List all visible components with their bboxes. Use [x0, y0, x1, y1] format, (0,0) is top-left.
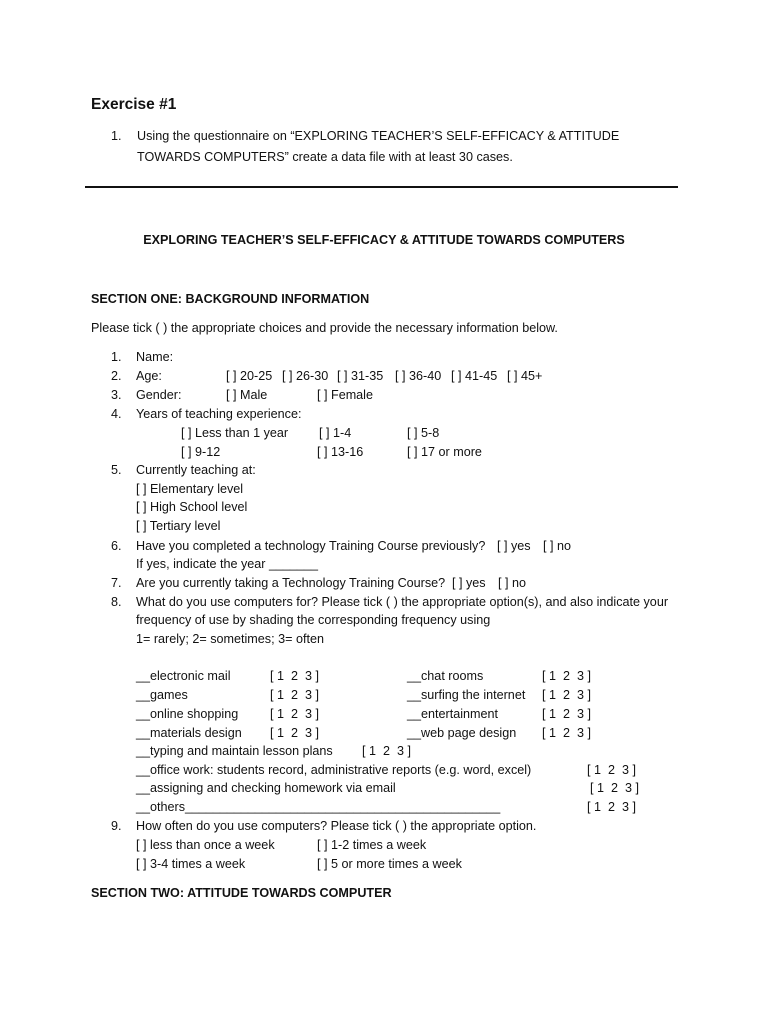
q1-label: Name:: [136, 350, 174, 364]
q9-option[interactable]: [ ] 5 or more times a week: [317, 857, 462, 871]
frequency-scale[interactable]: [ 1 2 3 ]: [362, 744, 412, 758]
questionnaire-title: EXPLORING TEACHER’S SELF-EFFICACY & ATTITUDE TOWARDS COMPUTERS: [143, 233, 625, 247]
frequency-scale[interactable]: [ 1 2 3 ]: [270, 726, 320, 740]
frequency-scale[interactable]: [ 1 2 3 ]: [542, 707, 592, 721]
q2-option[interactable]: [ ] 31-35: [337, 369, 384, 383]
q2-option[interactable]: [ ] 26-30: [282, 369, 329, 383]
q1-number: 1.: [111, 350, 122, 364]
q4-option[interactable]: [ ] 1-4: [319, 426, 352, 440]
q4-option[interactable]: [ ] 13-16: [317, 445, 364, 459]
q2-label: Age:: [136, 369, 162, 383]
q2-option[interactable]: [ ] 41-45: [451, 369, 498, 383]
q8-use-item[interactable]: __others_____________________________________________: [136, 800, 501, 814]
q8-use-item[interactable]: __chat rooms: [407, 669, 484, 683]
q4-option[interactable]: [ ] 5-8: [407, 426, 440, 440]
q4-number: 4.: [111, 407, 122, 421]
q8-use-item[interactable]: __web page design: [407, 726, 517, 740]
q8-line-1: What do you use computers for? Please tick ( ) the appropriate option(s), and also indicate your: [136, 595, 669, 609]
q7-label: Are you currently taking a Technology Training Course?: [136, 576, 446, 590]
q2-number: 2.: [111, 369, 122, 383]
q2-option[interactable]: [ ] 36-40: [395, 369, 442, 383]
q2-option[interactable]: [ ] 20-25: [226, 369, 273, 383]
instructions: Please tick ( ) the appropriate choices and provide the necessary information below.: [91, 321, 558, 335]
exercise-item-line-1: Using the questionnaire on “EXPLORING TEACHER’S SELF-EFFICACY & ATTITUDE: [137, 129, 620, 143]
q6-option[interactable]: [ ] no: [543, 539, 572, 553]
q8-use-item[interactable]: __electronic mail: [136, 669, 231, 683]
frequency-scale[interactable]: [ 1 2 3 ]: [270, 707, 320, 721]
q8-line-3: 1= rarely; 2= sometimes; 3= often: [136, 632, 324, 646]
q8-use-item[interactable]: __online shopping: [136, 707, 239, 721]
q6-followup: If yes, indicate the year _______: [136, 557, 319, 571]
q3-label: Gender:: [136, 388, 182, 402]
frequency-scale[interactable]: [ 1 2 3 ]: [587, 763, 637, 777]
q8-use-item[interactable]: __surfing the internet: [407, 688, 526, 702]
q8-line-2: frequency of use by shading the corresponding frequency using: [136, 613, 491, 627]
q4-label: Years of teaching experience:: [136, 407, 302, 421]
q7-option[interactable]: [ ] yes: [452, 576, 486, 590]
q8-use-item[interactable]: __typing and maintain lesson plans: [136, 744, 333, 758]
frequency-scale[interactable]: [ 1 2 3 ]: [590, 781, 640, 795]
frequency-scale[interactable]: [ 1 2 3 ]: [270, 688, 320, 702]
horizontal-divider: [85, 186, 678, 188]
section-two-heading: SECTION TWO: ATTITUDE TOWARDS COMPUTER: [91, 886, 392, 900]
q3-number: 3.: [111, 388, 122, 402]
q8-use-item[interactable]: __materials design: [136, 726, 242, 740]
q8-number: 8.: [111, 595, 122, 609]
q6-label: Have you completed a technology Training Course previously?: [136, 539, 486, 553]
q5-option[interactable]: [ ] Elementary level: [136, 482, 244, 496]
q9-number: 9.: [111, 819, 122, 833]
q4-option[interactable]: [ ] Less than 1 year: [181, 426, 289, 440]
exercise-title: Exercise #1: [91, 96, 177, 113]
exercise-item-line-2: TOWARDS COMPUTERS” create a data file with at least 30 cases.: [137, 150, 513, 164]
q4-option[interactable]: [ ] 9-12: [181, 445, 221, 459]
frequency-scale[interactable]: [ 1 2 3 ]: [542, 688, 592, 702]
q6-number: 6.: [111, 539, 122, 553]
q2-option[interactable]: [ ] 45+: [507, 369, 543, 383]
q5-option[interactable]: [ ] High School level: [136, 500, 248, 514]
q3-option[interactable]: [ ] Male: [226, 388, 268, 402]
q9-label: How often do you use computers? Please tick ( ) the appropriate option.: [136, 819, 537, 833]
q9-option[interactable]: [ ] less than once a week: [136, 838, 275, 852]
section-one-heading: SECTION ONE: BACKGROUND INFORMATION: [91, 292, 370, 306]
q8-use-item[interactable]: __office work: students record, administrative reports (e.g. word, excel): [136, 763, 532, 777]
frequency-scale[interactable]: [ 1 2 3 ]: [542, 726, 592, 740]
q6-option[interactable]: [ ] yes: [497, 539, 531, 553]
q5-number: 5.: [111, 463, 122, 477]
frequency-scale[interactable]: [ 1 2 3 ]: [270, 669, 320, 683]
q7-number: 7.: [111, 576, 122, 590]
frequency-scale[interactable]: [ 1 2 3 ]: [542, 669, 592, 683]
q9-option[interactable]: [ ] 3-4 times a week: [136, 857, 246, 871]
q9-option[interactable]: [ ] 1-2 times a week: [317, 838, 427, 852]
frequency-scale[interactable]: [ 1 2 3 ]: [587, 800, 637, 814]
q8-use-item[interactable]: __entertainment: [407, 707, 499, 721]
exercise-item-number: 1.: [111, 129, 122, 143]
q3-option[interactable]: [ ] Female: [317, 388, 373, 402]
q8-use-item[interactable]: __assigning and checking homework via email: [136, 781, 396, 795]
q8-use-item[interactable]: __games: [136, 688, 188, 702]
q7-option[interactable]: [ ] no: [498, 576, 527, 590]
q5-option[interactable]: [ ] Tertiary level: [136, 519, 221, 533]
q4-option[interactable]: [ ] 17 or more: [407, 445, 482, 459]
q5-label: Currently teaching at:: [136, 463, 256, 477]
